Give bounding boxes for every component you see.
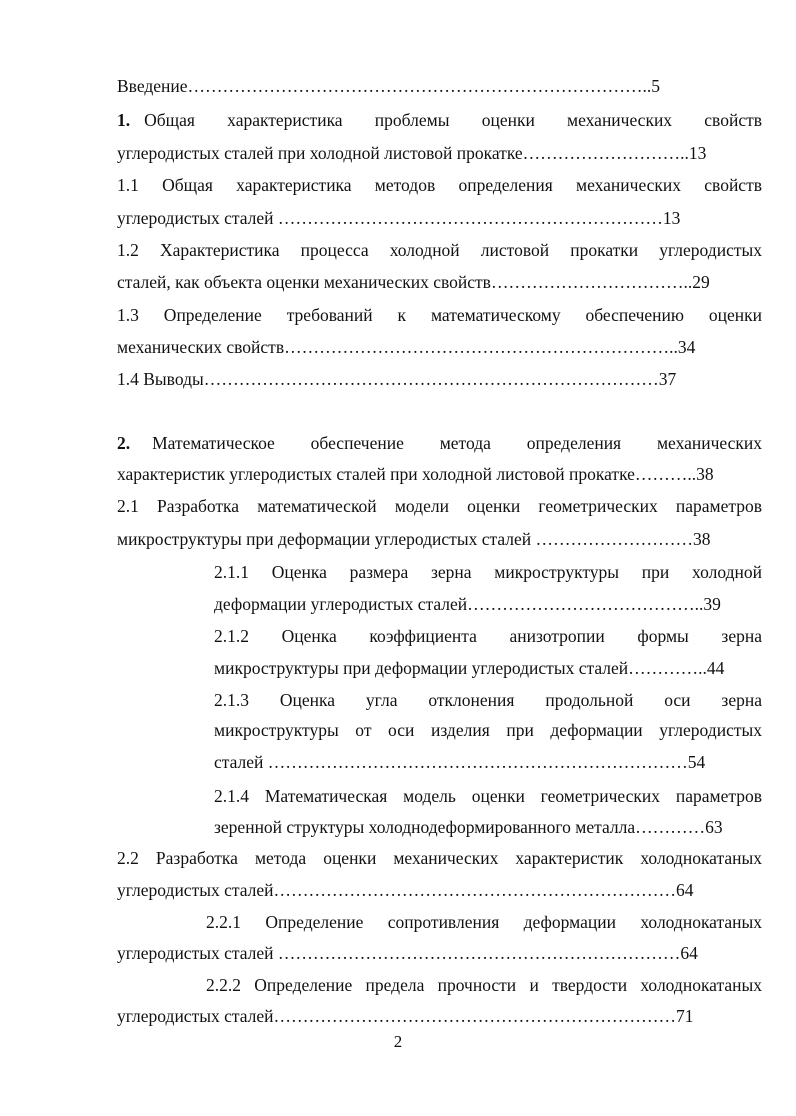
toc-section-1-text: Общая характеристика проблемы оценки механических свойств [144, 110, 762, 130]
toc-1-2-line1: 1.2 Характеристика процесса холодной листовой прокатки углеродистых [117, 240, 762, 260]
toc-section-1-title [117, 109, 762, 131]
toc-2-1-2-line2: микроструктуры при деформации углеродистых сталей…………..44 [214, 658, 725, 678]
toc-section-2-number: 2. [117, 433, 131, 453]
toc-2-2-line2: углеродистых сталей……………………………………………………………64 [117, 880, 694, 900]
toc-section-2-text: Математическое обеспечение метода определения механических [152, 433, 762, 453]
toc-section-1-line2: углеродистых сталей при холодной листовой прокатке………………………..13 [117, 143, 707, 163]
toc-1-2-line2: сталей, как объекта оценки механических свойств……………………………..29 [117, 272, 710, 292]
toc-section-1-number: 1. [117, 110, 131, 130]
toc-2-1-3-line3: сталей ………………………………………………………………54 [214, 752, 706, 772]
toc-2-1-4-line1: 2.1.4 Математическая модель оценки геометрических параметров [214, 786, 762, 806]
toc-1-4: 1.4 Выводы……………………………………………………………………37 [117, 369, 677, 389]
page-number: 2 [393, 1032, 403, 1051]
toc-2-2-line1: 2.2 Разработка метода оценки механических характеристик холоднокатаных [117, 848, 762, 868]
toc-1-1-line2: углеродистых сталей …………………………………………………………13 [117, 208, 681, 228]
toc-2-2-1-line2: углеродистых сталей ……………………………………………………………64 [117, 943, 698, 963]
toc-2-1-3-line1: 2.1.3 Оценка угла отклонения продольной оси зерна [214, 690, 762, 710]
toc-2-1-line2: микроструктуры при деформации углеродистых сталей ………………………38 [117, 529, 711, 549]
toc-intro: Введение……………………………………………………………………..5 [117, 76, 661, 96]
toc-section-2-title [117, 432, 762, 454]
toc-1-3-line2: механических свойств…………………………………………………………..34 [117, 337, 696, 357]
toc-section-2-line2: характеристик углеродистых сталей при холодной листовой прокатке………..38 [117, 464, 714, 484]
toc-1-1-line1: 1.1 Общая характеристика методов определения механических свойств [117, 175, 762, 195]
toc-2-1-1-line1: 2.1.1 Оценка размера зерна микроструктуры при холодной [214, 562, 762, 582]
toc-2-1-2-line1: 2.1.2 Оценка коэффициента анизотропии формы зерна [214, 626, 762, 646]
toc-2-2-1-line1: 2.2.1 Определение сопротивления деформации холоднокатаных [206, 912, 762, 932]
toc-2-1-3-line2: микроструктуры от оси изделия при деформации углеродистых [214, 720, 762, 740]
toc-2-2-2-line1: 2.2.2 Определение предела прочности и твердости холоднокатаных [206, 975, 762, 995]
toc-2-1-line1: 2.1 Разработка математической модели оценки геометрических параметров [117, 496, 762, 516]
toc-2-1-4-line2: зеренной структуры холоднодеформированного металла…………63 [214, 817, 723, 837]
toc-2-1-1-line2: деформации углеродистых сталей…………………………………..39 [214, 594, 721, 614]
toc-1-3-line1: 1.3 Определение требований к математическому обеспечению оценки [117, 305, 762, 325]
toc-2-2-2-line2: углеродистых сталей……………………………………………………………71 [117, 1006, 694, 1026]
